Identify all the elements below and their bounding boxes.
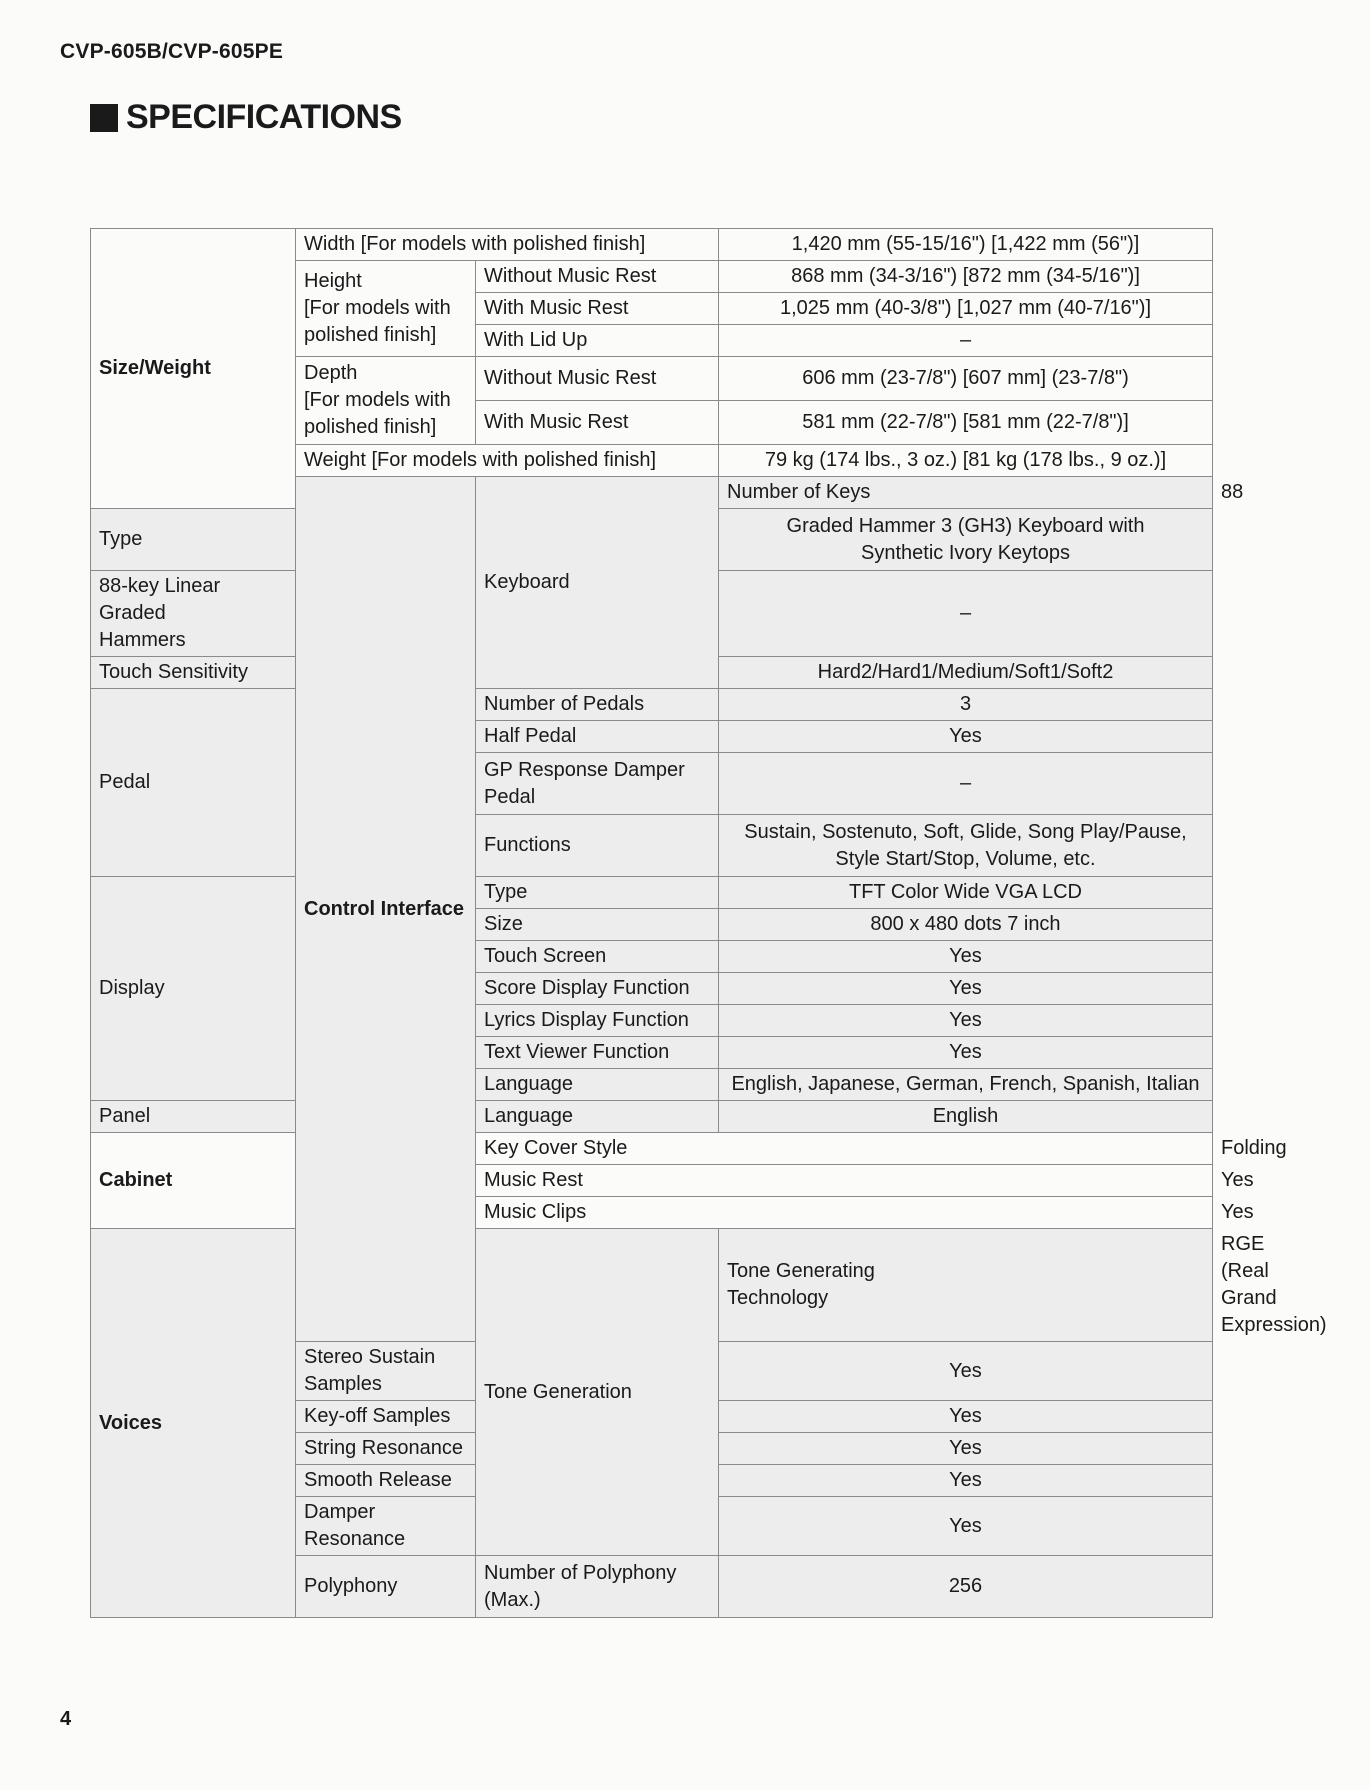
row-value: 3 (719, 689, 1213, 721)
table-row: Cabinet Key Cover Style Folding (91, 1133, 1213, 1165)
table-row: Music Rest Yes (91, 1165, 1213, 1197)
row-value: English (719, 1101, 1213, 1133)
row-value: 800 x 480 dots 7 inch (719, 909, 1213, 941)
row-label: Smooth Release (296, 1465, 476, 1497)
label-line: GP Response Damper (484, 758, 685, 781)
row-label: Touch Sensitivity (91, 657, 296, 689)
row-label: Width [For models with polished finish] (296, 229, 719, 261)
row-value: Yes (719, 973, 1213, 1005)
keyboard-group-label: Keyboard (476, 477, 719, 689)
table-row: Voices Tone Generation Tone Generating Technology RGE (Real Grand Expression) (91, 1229, 1213, 1342)
value-line: Synthetic Ivory Keytops (861, 541, 1070, 564)
row-label (476, 753, 719, 815)
row-value: Yes (719, 1433, 1213, 1465)
row-label: Key Cover Style (476, 1133, 1213, 1165)
display-group-label: Display (91, 877, 296, 1101)
category-size-weight: Size/Weight (91, 229, 296, 509)
label-line: Tone Generating (727, 1260, 875, 1282)
row-value: Yes (719, 1401, 1213, 1433)
height-label-line: [For models with (304, 297, 451, 319)
table-row (91, 877, 1213, 909)
row-value: 79 kg (174 lbs., 3 oz.) [81 kg (178 lbs., 9 oz.)] (719, 445, 1213, 477)
depth-label-line: Depth (304, 362, 358, 384)
section-heading (90, 98, 402, 137)
label-line: Number of Polyphony (484, 1561, 677, 1584)
row-value: English, Japanese, German, French, Spanish, Italian (719, 1069, 1213, 1101)
row-label: Damper Resonance (296, 1497, 476, 1556)
row-label: Weight [For models with polished finish] (296, 445, 719, 477)
row-value: Yes (719, 1005, 1213, 1037)
row-label: Language (476, 1101, 719, 1133)
row-value: – (719, 753, 1213, 815)
row-value: 581 mm (22-7/8") [581 mm (22-7/8")] (719, 401, 1213, 445)
row-label: Touch Screen (476, 941, 719, 973)
row-value: 606 mm (23-7/8") [607 mm] (23-7/8") (719, 357, 1213, 401)
row-label: Text Viewer Function (476, 1037, 719, 1069)
row-label (476, 1556, 719, 1618)
category-cabinet: Cabinet (91, 1133, 296, 1229)
model-number: CVP-605B/CVP-605PE (60, 40, 284, 63)
row-label: Music Rest (476, 1165, 1213, 1197)
row-label: Without Music Rest (476, 261, 719, 293)
depth-label-line: polished finish] (304, 416, 437, 438)
height-group-label (296, 261, 476, 357)
row-label: Half Pedal (476, 721, 719, 753)
row-label: Type (91, 509, 296, 571)
row-value: – (719, 325, 1213, 357)
table-row: Control Interface Keyboard Number of Keys 88 (91, 477, 1213, 509)
polyphony-group-label: Polyphony (296, 1556, 476, 1618)
row-label: Language (476, 1069, 719, 1101)
row-value: 1,025 mm (40-3/8") [1,027 mm (40-7/16")] (719, 293, 1213, 325)
value-line: Sustain, Sostenuto, Soft, Glide, Song Play/Pause, (744, 820, 1187, 843)
height-label-line: Height (304, 270, 362, 292)
label-line: 88-key Linear Graded (99, 575, 221, 624)
row-value: Hard2/Hard1/Medium/Soft1/Soft2 (719, 657, 1213, 689)
row-value: Yes (719, 1342, 1213, 1401)
category-voices: Voices (91, 1229, 296, 1618)
row-label: With Lid Up (476, 325, 719, 357)
row-label: Functions (476, 815, 719, 877)
row-label: Lyrics Display Function (476, 1005, 719, 1037)
row-label: String Resonance (296, 1433, 476, 1465)
page-title: SPECIFICATIONS (126, 98, 402, 136)
value-line: Graded Hammer 3 (GH3) Keyboard with (786, 514, 1145, 537)
label-line: Pedal (484, 785, 536, 808)
label-line: (Max.) (484, 1588, 541, 1611)
row-value: Yes (719, 1497, 1213, 1556)
table-row (91, 1101, 1213, 1133)
row-value: 868 mm (34-3/16") [872 mm (34-5/16")] (719, 261, 1213, 293)
row-value: 1,420 mm (55-15/16") [1,422 mm (56")] (719, 229, 1213, 261)
row-label: Number of Keys (719, 477, 1213, 509)
label-line: Technology (727, 1287, 829, 1309)
row-label (719, 1229, 1213, 1342)
row-label: Without Music Rest (476, 357, 719, 401)
depth-group-label (296, 357, 476, 445)
heading-square-icon (90, 104, 118, 132)
page-number: 4 (60, 1708, 72, 1730)
table-row: Music Clips Yes (91, 1197, 1213, 1229)
row-value: TFT Color Wide VGA LCD (719, 877, 1213, 909)
row-value (719, 815, 1213, 877)
table-row (91, 229, 1213, 261)
row-value (719, 509, 1213, 571)
row-label: Key-off Samples (296, 1401, 476, 1433)
row-label: Type (476, 877, 719, 909)
row-label: Number of Pedals (476, 689, 719, 721)
pedal-group-label: Pedal (91, 689, 296, 877)
tone-generation-group-label: Tone Generation (476, 1229, 719, 1556)
row-value: 256 (719, 1556, 1213, 1618)
row-value: Yes (719, 1037, 1213, 1069)
label-line: Hammers (99, 629, 186, 651)
row-label: Score Display Function (476, 973, 719, 1005)
specifications-table (90, 228, 1327, 1618)
row-label: Music Clips (476, 1197, 1213, 1229)
row-label: With Music Rest (476, 293, 719, 325)
depth-label-line: [For models with (304, 389, 451, 411)
value-line: Style Start/Stop, Volume, etc. (835, 847, 1096, 870)
row-value: Yes (719, 941, 1213, 973)
row-value: Yes (719, 1465, 1213, 1497)
height-label-line: polished finish] (304, 324, 437, 346)
panel-group-label: Panel (91, 1101, 296, 1133)
row-label: With Music Rest (476, 401, 719, 445)
row-label: Size (476, 909, 719, 941)
row-value: – (719, 571, 1213, 657)
row-label (91, 571, 296, 657)
row-value: Yes (719, 721, 1213, 753)
row-label: Stereo Sustain Samples (296, 1342, 476, 1401)
category-control-interface: Control Interface (296, 477, 476, 1342)
table-row (91, 689, 1213, 721)
